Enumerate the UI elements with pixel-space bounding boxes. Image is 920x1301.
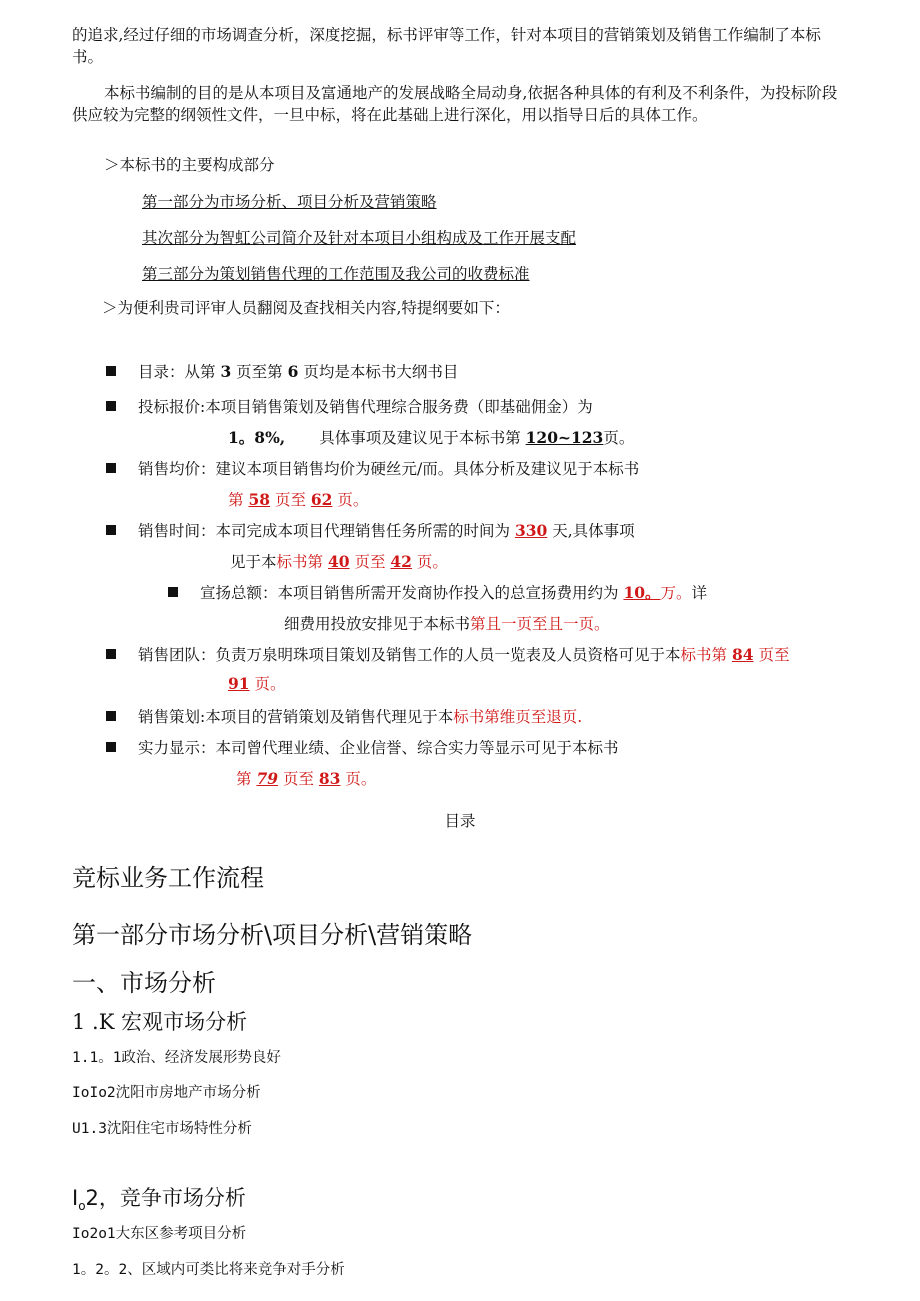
bullet-toc: 目录：从第 3 页至第 6 页均是本标书大纲书目 <box>106 361 458 383</box>
bullet-sales-time: 销售时间：本司完成本项目代理销售任务所需的时间为 330 天,具体事项 <box>106 520 635 542</box>
bullet-strength: 实力显示：本司曾代理业绩、企业信誉、综合实力等显示可见于本标书 <box>106 737 619 759</box>
toc-item-shenyang-housing[interactable]: U1.3沈阳住宅市场特性分析 <box>72 1121 252 1137</box>
bullet-bid-price: 投标报价:本项目销售策划及销售代理综合服务费（即基础佣金）为 <box>106 396 593 418</box>
heading-part-one: 第一部分市场分析\项目分析\营销策略 <box>72 921 473 949</box>
sales-team-pages: 91 页。 <box>228 674 286 693</box>
bullet-sales-team: 销售团队：负责万泉明珠项目策划及销售工作的人员一览表及人员资格可见于本标书第 84 页至 <box>106 644 789 666</box>
part-one-link[interactable]: 第一部分为市场分析、项目分析及营销策略 <box>142 193 437 211</box>
bullet-square-icon <box>106 525 116 535</box>
composition-heading: ＞本标书的主要构成部分 <box>104 156 275 174</box>
part-three-link[interactable]: 第三部分为策划销售代理的工作范围及我公司的收费标准 <box>142 265 530 283</box>
purpose-paragraph: 本标书编制的目的是从本项目及富通地产的发展战略全局动身,依据各种具体的有利及不利条件，为投标阶段供应较为完整的纲领性文件，一旦中标，将在此基础上进行深化，用以指导日后的具体工作。 <box>72 84 838 124</box>
toc-item-shenyang-real-estate[interactable]: IoIo2沈阳市房地产市场分析 <box>72 1085 261 1101</box>
heading-competitive-market: $I_o2$，竞争市场分析 <box>72 1186 246 1214</box>
heading-bid-workflow: 竞标业务工作流程 <box>72 864 264 892</box>
toc-item-regional-competitors[interactable]: 1。2。2、区域内可类比将来竞争对手分析 <box>72 1262 345 1278</box>
bullet-square-icon <box>106 366 116 376</box>
heading-macro-market: 1 .K 宏观市场分析 <box>72 1010 248 1034</box>
bullet-sales-plan: 销售策划:本项目的营销策划及销售代理见于本标书第维页至退页. <box>106 706 582 728</box>
bullet-average-price: 销售均价：建议本项目销售均价为硬丝元/而。具体分析及建议见于本标书 <box>106 458 639 480</box>
toc-item-politics-economy[interactable]: 1.1。1政治、经济发展形势良好 <box>72 1050 281 1066</box>
bid-price-detail: 1。8%, 具体事项及建议见于本标书第 120~123页。 <box>228 428 635 447</box>
bullet-square-icon <box>168 587 178 597</box>
promotion-pages: 细费用投放安排见于本标书第且一页至且一页。 <box>284 615 610 633</box>
bullet-square-icon <box>106 711 116 721</box>
average-price-pages: 第 58 页至 62 页。 <box>228 490 369 509</box>
heading-market-analysis: 一、市场分析 <box>72 969 216 997</box>
outline-heading: ＞为便利贵司评审人员翻阅及查找相关内容,特提纲要如下： <box>102 299 510 317</box>
bullet-square-icon <box>106 463 116 473</box>
strength-pages: 第 79 页至 83 页。 <box>236 769 377 788</box>
sales-time-pages: 见于本标书第 40 页至 42 页。 <box>230 552 448 571</box>
bullet-promotion: 宣扬总额：本项目销售所需开发商协作投入的总宣扬费用约为 10。万。详 <box>168 582 707 604</box>
bullet-square-icon <box>106 649 116 659</box>
toc-item-dadong-reference[interactable]: Io2o1大东区参考项目分析 <box>72 1226 247 1242</box>
bullet-square-icon <box>106 401 116 411</box>
toc-title: 目录 <box>444 812 476 830</box>
intro-continuation: 的追求,经过仔细的市场调查分析，深度挖掘，标书评审等工作，针对本项目的营销策划及销售工作编制了本标书。 <box>72 26 821 66</box>
part-two-link[interactable]: 其次部分为智虹公司简介及针对本项目小组构成及工作开展支配 <box>142 229 577 247</box>
bullet-square-icon <box>106 742 116 752</box>
